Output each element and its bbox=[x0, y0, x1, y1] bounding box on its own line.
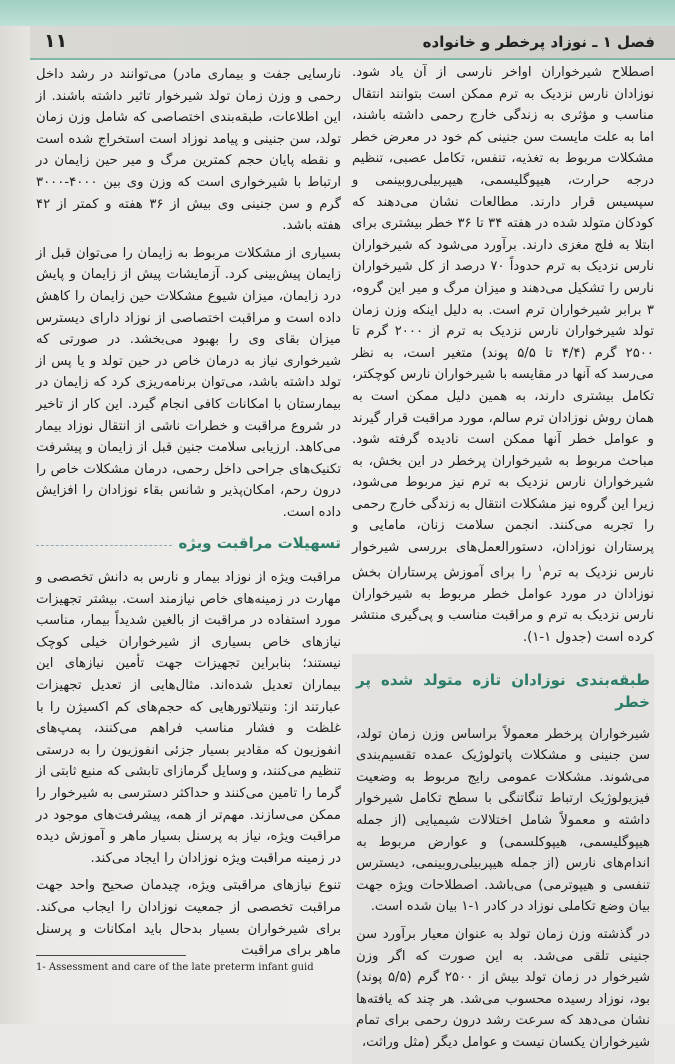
right-paragraph-1-end: را برای آموزش پرستاران بخش نوزادان در مورد عوامل خطر مربوط به شیرخواران نارس نزدیک به ترم و مراقبت مناسب و پی‌گیری منتشر کرده است (جدول ۱-۱). bbox=[352, 565, 654, 645]
left-column bbox=[36, 64, 341, 968]
right-column bbox=[352, 62, 654, 1064]
left-paragraph-3: مراقبت ویژه از نوزاد بیمار و نارس به دانش تخصصی و مهارت در زمینه‌های خاص نیازمند است. بیشتر تجهیزات مورد استفاده در مراقبت از بالغین شدیداً بیمار، مناسب نیازهای خاص بسیاری از شیرخواران خیلی کوچک نیستند؛ بنابراین تجهیزات جهت تأمین نیازهای این بیماران تعدیل شده‌اند. مثال‌هایی از تعدیل تجهیزات عبارتند از: ونتیلاتورهایی که حجم‌های کم اکسیژن را با غلظت و فشار مناسب فراهم می‌کنند، پمپ‌های انفوزیون که مقادیر بسیار جزئی انفوزیون را به درستی تنظیم می‌کنند، و وسایل گرمازای تابشی که منبع ثابتی از گرما را تامین می‌کنند و حداکثر دسترسی به شیرخوار را ممکن می‌سازند. مهم‌تر از همه، پیشرفت‌های موجود در مراقبت ویژه، نیاز به پرسنل بسیار ماهر و آموزش دیده در زمینه مراقبت ویژه نوزادان را ایجاد می‌کند. bbox=[36, 570, 341, 866]
heading-divider bbox=[36, 545, 172, 546]
section-heading-classification: طبقه‌بندی نوزادان تازه متولد شده پر خطر bbox=[356, 671, 650, 712]
special-care-heading-row bbox=[36, 533, 341, 557]
classification-box bbox=[352, 654, 654, 1063]
right-paragraph-3: در گذشته وزن زمان تولد به عنوان معیار برآورد سن جنینی تلقی می‌شد. به این صورت که اگر وزن شیرخوار در زمان تولد بیش از ۲۵۰۰ گرم (۵/۵ پوند) بود، نوزاد رسیده محسوب می‌شد. هر چند که یافته‌ها نشان می‌دهد که سرعت رشد درون رحمی برای تمام شیرخواران یکسان نیست و عوامل دیگر (مثل وراثت، bbox=[356, 926, 651, 1050]
right-paragraph-2: شیرخواران پرخطر معمولاً براساس وزن زمان تولد، سن جنینی و مشکلات پاتولوژیک عمده تقسیم‌بندی می‌شوند. مشکلات عمومی رایج مربوط به وضعیت فیزیولوژیک ارتباط تنگاتنگی با سطح تکامل شیرخوار داشته و معمولاً شامل اختلالات شیمیایی (از جمله هیپوگلیسمی، هیپوکلسمی) و عوارض مربوط به اندام‌های نارس (از جمله هیپربیلی‌روبینمی، دیسترس تنفسی و هیپوترمی) می‌باشد. اصطلاحات ویژه جهت بیان وضع تکاملی نوزاد در کادر ۱-۱ بیان شده است. bbox=[356, 726, 650, 915]
left-paragraph-4: تنوع نیازهای مراقبتی ویژه، چیدمان صحیح واحد جهت مراقبت تخصصی از جمعیت نوزادان را ایجاب می‌کند. برای شیرخواران بسیار بدحال باید امکانات و پرسنل ماهر برای مراقبت bbox=[36, 878, 341, 959]
footnote-rule bbox=[36, 955, 186, 956]
left-paragraph-1: نارسایی جفت و بیماری مادر) می‌توانند در رشد داخل رحمی و وزن زمان تولد شیرخوار تاثیر داشته باشند. از این اطلاعات، طبقه‌بندی اختصاصی که شامل وزن زمان تولد، سن جنینی و پیامد نوزاد است استخراج شده است و نقطه پایان حجم کمترین مرگ و میر حین زایمان در ارتباط با شیرخواری است که وزن وی بین ۴۰۰۰-۳۰۰۰ گرم و سن جنینی وی بیش از ۳۶ هفته و کمتر از ۴۲ هفته باشد. bbox=[36, 67, 341, 234]
right-paragraph-1 bbox=[352, 62, 654, 648]
footnote: 1- Assessment and care of the late preterm infant guid bbox=[36, 962, 314, 973]
footnote-marker: ۱ bbox=[537, 563, 543, 574]
chapter-title: فصل ۱ ـ نوزاد پرخطر و خانواده bbox=[422, 33, 655, 51]
header-band bbox=[0, 0, 675, 26]
page-number: ۱۱ bbox=[44, 30, 68, 52]
section-heading-special-care: تسهیلات مراقبت ویژه bbox=[178, 534, 341, 553]
left-paragraph-2: بسیاری از مشکلات مربوط به زایمان را می‌توان قبل از زایمان پیش‌بینی کرد. آزمایشات پیش از زایمان و پایش درد زایمان، میزان شیوع مشکلات حین زایمان را کاهش داده است و مراقبت اختصاصی از نوزاد دارای دیسترس میزان بقای وی را بهبود می‌بخشد. در صورتی که شیرخواری نیاز به درمان خاص در حین تولد و یا پس از تولد داشته باشد، می‌توان برنامه‌ریزی کرد که زایمان در بیمارستان با امکانات کافی انجام گیرد. این کار از تاخیر در شروع مراقبت و خطرات ناشی از انتقال نوزاد بیمار می‌کاهد. ارزیابی سلامت جنین قبل از زایمان و پیشرفت تکنیک‌های جراحی داخل رحمی، درمان مشکلات خاص را درون رحم، امکان‌پذیر و شانس بقاء نوزادان را افزایش داده است. bbox=[36, 245, 341, 520]
right-paragraph-1-text: اصطلاح شیرخواران اواخر نارسی از آن یاد شود. نوزادان نارس نزدیک به ترم ممکن است بتوانند انتقال مناسب و مؤثری به زندگی خارج رحمی داشته باشند، اما به علت مایست سن جنینی کم خود در معرض خطر مشکلات مربوط به تغذیه، تنفس، تکامل عصبی، تنظیم درجه حرارت، هیپوگلیسمی، هیپربیلی‌روبینمی و سپسیس قرار دارند. مطالعات نشان می‌دهند که کودکان متولد شده در هفته ۳۴ تا ۳۶ خطر بیشتری برای ابتلا به فلج مغزی دارند. برآورد می‌شود که شیرخواران نارس نزدیک به ترم حدوداً ۷۰ درصد از کل شیرخواران نارس را تشکیل می‌دهند و میزان مرگ و میر این گروه، ۳ برابر شیرخواران ترم است. به دلیل اینکه وزن زمان تولد شیرخواران نارس نزدیک به ترم از ۲۰۰۰ گرم تا ۲۵۰۰ گرم (۴/۴ تا ۵/۵ پوند) متغیر است، به نظر می‌رسد که آنها در مقایسه با شیرخواران نارس کوچکتر، تکامل بیشتری دارند، به همین دلیل ممکن است به همان روش نوزادان ترم سالم، مورد مراقبت قرار گیرند و عوامل خطر آنها ممکن است نادیده گرفته شود. مباحث مربوط به شیرخواران پرخطر در این بخش، به شیرخواران نارس نزدیک به ترم نیز مربوط می‌شود، زیرا این گروه نیز مشکلات انتقال به زندگی خارج رحمی را تجربه می‌کنند. انجمن سلامت زنان، مامایی و پرستاران نوزادان، دستورالعمل‌های بررسی شیرخوار نارس نزدیک به ترم bbox=[352, 65, 655, 581]
